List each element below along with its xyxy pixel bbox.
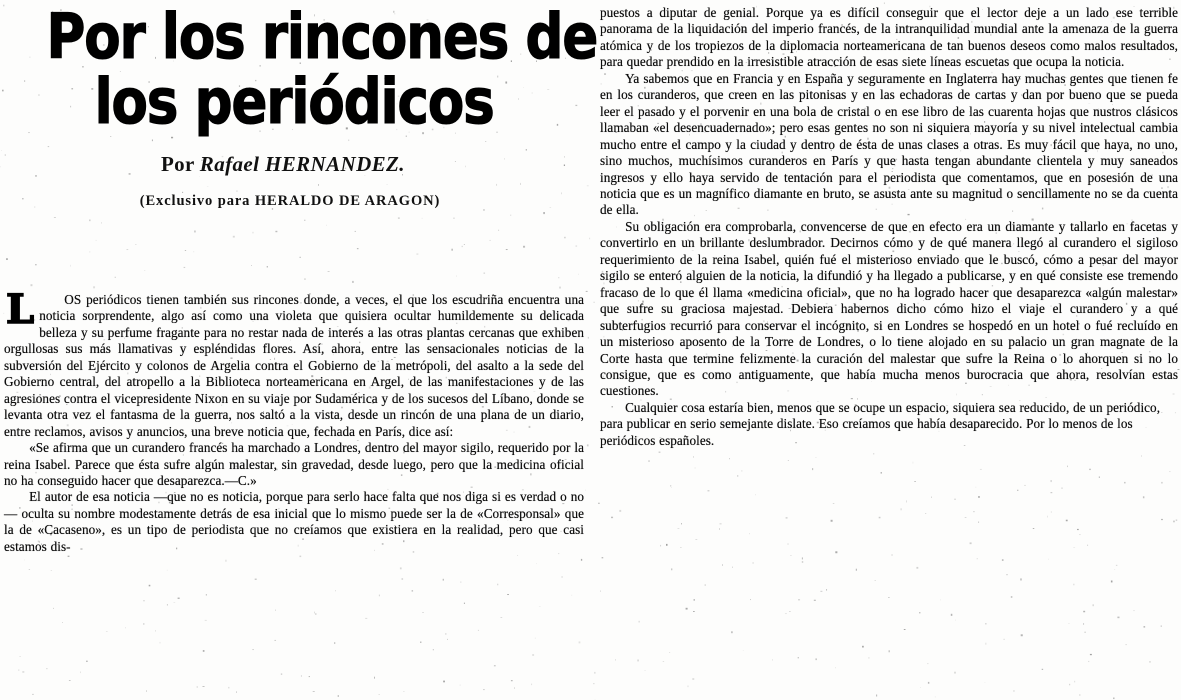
- paragraph: Su obligación era comprobarla, convencerse de que en efecto era un diamante y tallarlo en facetas y convertirlo en un brillante deslumbrador. Decirnos cómo y de qué manera llegó al curandero el sigiloso requerimiento de la reina Isabel, quién fué el misterioso enviado que le buscó, cómo a pesar del mayor sigilo se enteró alguien de la noticia, la difundió y ha llegado a publicarse, y en qué consiste ese tremendo fracaso de lo que él llama «medicina oficial», que no ha logrado hacer que desaparezca «algún malestar» que sufre su graciosa majestad. Debiera habernos dicho cómo hizo el viaje el curandero y a qué subterfugios recurrió para conservar el incógnito, si en Londres se hospedó en un hotel o fué recluído en un misterioso aposento de la Torre de Londres, o lo tiene alojado en su palacio un gran magnate de la Corte hasta que termine felizmente la curación del malestar que sufre la Reina o lo ahorquen si no lo consigue, que es como antiguamente, que había mucha menos burocracia que ahora, resolvían estas cuestiones.: [600, 218, 1178, 399]
- headline-line-2: los periódicos: [94, 65, 494, 139]
- headline-line-1: Por los rincones de: [46, 0, 598, 73]
- paragraph: «Se afirma que un curandero francés ha marchado a Londres, dentro del mayor sigilo, requerido por la reina Isabel. Parece que ésta sufre algún malestar, sin gravedad, desde luego, pero que la medicina oficial no ha conseguido hacer que desaparezca.—C.»: [4, 440, 584, 488]
- dropcap-paragraph-wrap: [4, 286, 584, 440]
- paragraph: Ya sabemos que en Francia y en España y seguramente en Inglaterra hay muchas gentes que tienen fe en los curanderos, que creen en las pitonisas y en las echadoras de cartas y dan por bueno que se pueda leer el pasado y el porvenir en una bola de cristal o en ese libro de las cuarenta hojas que nustros clásicos llamaban «el desencuadernado»; pero esas gentes no son ni siquiera mayoría y su nivel intelectual cambia mucho entre el campo y la ciudad y dentro de ésta de unas clases a otras. Es muy fácil que haya, no uno, sino muchos, muchísimos curanderos en París y que hasta tengan abundante clientela y muy saneados ingresos y ello haya servido de tentación para el periodista que comentamos, que en posesión de una noticia que es un magnífico diamante en bruto, se asusta ante su magnitud o sencillamente no se da cuenta de ella.: [600, 70, 1178, 218]
- paragraph: Cualquier cosa estaría bien, menos que se ocupe un espacio, siquiera sea reducido, de un periódico, para publicar en serio semejante dislate. Eso creíamos que había desaparecido. Por lo menos de los periódicos españoles.: [600, 399, 1161, 448]
- article-masthead: [0, 0, 598, 292]
- dropcap-letter: L: [6, 286, 35, 333]
- byline-author: Rafael HERNANDEZ.: [199, 152, 405, 177]
- article-byline: [0, 152, 588, 177]
- paragraph: puestos a diputar de genial. Porque ya es difícil conseguir que el lector deje a un lado ese terrible panorama de la liquidación del imperio francés, de la intranquilidad mundial ante la amenaza de la guerra atómica y de los tropiezos de la diplomacia norteamericana de tan buenos deseos como malos resultados, para quedar prendido en la irresistible atracción de esas siete líneas escuetas que ocupa la noticia.: [600, 5, 1178, 70]
- exclusive-note: (Exclusivo para HERALDO DE ARAGON): [139, 193, 441, 210]
- paragraph: El autor de esa noticia —que no es noticia, porque para serlo hace falta que nos diga si es verdad o no— oculta su nombre modestamente detrás de esa inicial que lo mismo puede ser la de «Corresponsal» que la de «Cacaseno», es un tipo de periodista que no creíamos que existiera en la realidad, pero que casi estamos dis-: [4, 489, 584, 554]
- paragraph: OS periódicos tienen también sus rincones donde, a veces, el que los escudriña encuentra una noticia sorprendente, algo así como una violeta que quisiera ocultar humildemente su delicada belleza y su perfume fragante para no restar nada de interés a las otras plantas cercanas que exhiben orgullosas sus más llamativas y espléndidas flores. Así, ahora, entre las sensacionales noticias de la subversión del Ejército y colonos de Argelia contra el Gobierno de la metrópoli, del asalto a la sede del Gobierno central, del atropello a la Biblioteca norteamericana en Argel, de las manifestaciones y de las agresiones contra el vicepresidente Nixon en su viaje por Sudamérica y de los sucesos del Líbano, donde se levanta otra vez el fantasma de la guerra, nos saltó a la vista, desde un rincón de una plana de un diario, entre reclamos, avisos y anuncios, una breve noticia que, fechada en París, dice así:: [4, 292, 584, 439]
- article-column-right: [600, 5, 1178, 449]
- article-column-left: [4, 286, 584, 555]
- byline-prefix: Por: [161, 152, 200, 177]
- article-headline: [41, 0, 598, 139]
